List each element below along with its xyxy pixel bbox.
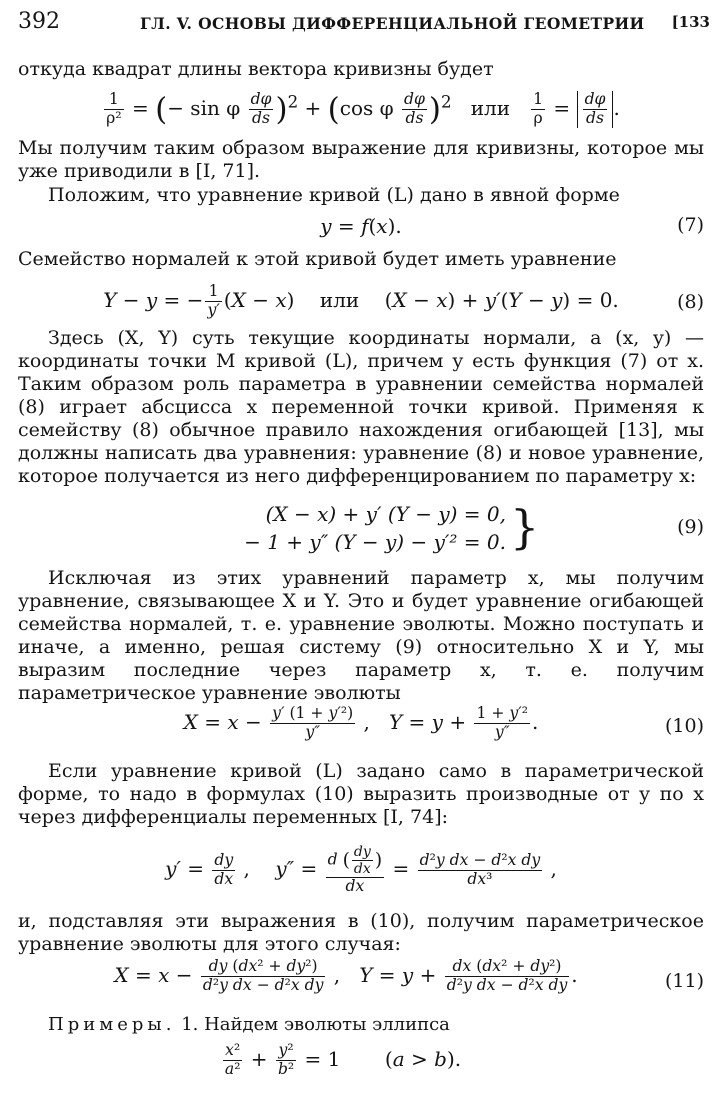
equation-7: y = f(x). (7) xyxy=(320,214,704,238)
paragraph-6: Исключая из этих уравнений параметр x, мы получим уравнение, связывающее X и Y. Это и будет уравнение огибающей семейства нормалей, т. е. уравнение эволюты. Можно поступать и иначе, а именно, решая систему (9) относительно X и Y, мы выразим последние через параметр x, т. е. получим параметрическое уравнение эволюты xyxy=(18,567,704,704)
page-number: 392 xyxy=(18,9,60,34)
equation-number-9: (9) xyxy=(677,516,704,538)
equation-ellipse: $\frac{\text{x²}}{\text{a²}}$ + $\frac{\text{y²}}{\text{b²}}$ = 1 (a > b). xyxy=(224,1041,462,1078)
equation-number-10: (10) xyxy=(664,715,704,737)
paragraph-5: Здесь (X, Y) суть текущие координаты нормали, а (x, y) — координаты точки M кривой (L), причем y есть функция (7) от x. Таким образом роль параметра в уравнении семейства нормалей (8) играет абсцисса x переменной точки кривой. Применяя к семейству (8) обычное правило нахождения огибающей [13], мы должны написать два уравнения: уравнение (8) и новое уравнение, которое получается из него дифференцированием по параметру x: xyxy=(18,327,704,487)
examples-paragraph xyxy=(18,1013,704,1036)
equation-number-11: (11) xyxy=(664,970,704,992)
system-line-2: − 1 + y″ (Y − y) − y′² = 0. xyxy=(244,530,506,554)
examples-label: Примеры. xyxy=(48,1014,176,1035)
equation-8: Y − y = − $\frac{1}{y'}$ (X − x) или (X − x) + y′(Y − y) = 0. (8) xyxy=(103,282,704,319)
equation-10: X = x − $\frac{\text{y′ (1 + y′²)}}{y''}$ , Y = y + $\frac{\text{1 + y′²}}{y''}$ . (10) xyxy=(183,704,704,741)
equation-derivatives: y′ = $\frac{dy}{dx}$ , y″ = d ( $\frac{dy}{dx}$ ) dx = $\frac{\text{d²y dx − d²x dy}}{\text{dx³}}$ , xyxy=(165,844,557,896)
equation-curvature: $\frac{1}{\text{ρ²}}$ = (− sin φ $\frac{d\varphi}{ds}$ )$^2$ + (cos φ $\frac{d\varphi}{ds}$ )$^2$ или $\frac{1}{\rho}$ = $\frac{d\varphi}{ds}$ . xyxy=(106,90,620,128)
system-lines xyxy=(236,502,506,554)
page-header xyxy=(18,9,710,39)
paragraph-7: Если уравнение кривой (L) задано само в параметрической форме, то надо в формулах (10) выразить производные от y по x через дифференциалы переменных [I, 74]: xyxy=(18,760,704,828)
section-number: [133 xyxy=(671,13,710,31)
equation-11: X = x − $\frac{\text{dy (dx² + dy²)}}{\text{d²y dx − d²x dy}}$ , Y = y + $\frac{\text{dx (dx² + dy²)}}{\text{d²y dx − d²x dy}}$ . (11) xyxy=(114,957,704,994)
paragraph-3: Положим, что уравнение кривой (L) дано в явной форме xyxy=(48,184,620,206)
equation-number-7: (7) xyxy=(677,214,704,236)
paragraph-4: Семейство нормалей к этой кривой будет иметь уравнение xyxy=(18,248,617,270)
paragraph-1: откуда квадрат длины вектора кривизны будет xyxy=(18,58,494,80)
right-brace: } xyxy=(510,500,540,554)
example-text: 1. Найдем эволюты эллипса xyxy=(181,1014,450,1035)
paragraph-2: Мы получим таким образом выражение для кривизны, которое мы уже приводили в [I, 71]. xyxy=(18,137,704,182)
equation-number-8: (8) xyxy=(677,291,704,313)
paragraph-8: и, подставляя эти выражения в (10), получим параметрическое уравнение эволюты для этого случая: xyxy=(18,910,704,955)
running-title: ГЛ. V. ОСНОВЫ ДИФФЕРЕНЦИАЛЬНОЙ ГЕОМЕТРИИ xyxy=(140,14,645,33)
equation-9 xyxy=(18,500,704,558)
system-line-1: (X − x) + y′ (Y − y) = 0, xyxy=(265,502,506,526)
